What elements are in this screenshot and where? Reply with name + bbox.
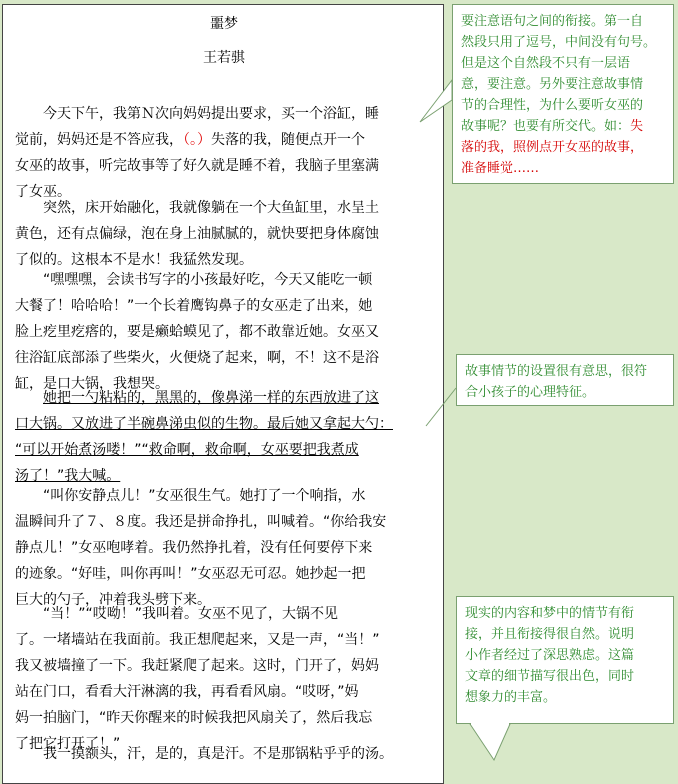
paragraph-4-underlined [15,385,435,489]
comment-line: 现实的内容和梦中的情节有衔 [465,606,635,621]
paragraph-line: 今天下午，我第Ｎ次向妈妈提出要求，买一个浴缸，睡 [43,106,379,122]
inserted-punctuation: （。） [183,132,211,148]
comment-line: 意，要注意。另外要注意故事情 [461,77,644,92]
paragraph-line: 汤了！”我大喊。 [15,468,121,484]
paragraph-line: 的迹象。“好哇，叫你再叫！”女巫忍无可忍。她抄起一把 [15,566,366,582]
review-comment-2 [456,354,674,406]
paragraph-line: 了似的。这根本不是水！我猛然发现。 [15,252,253,268]
paragraph-line: 我一摸额头，汗，是的，真是汗。不是那锅粘乎乎的汤。 [43,746,393,762]
paragraph-line: “可以开始煮汤喽！”“救命啊，救命啊，女巫要把我煮成 [15,442,359,458]
comment-line: 但是这个自然段不只有一层语 [461,56,631,71]
text-segment: 觉前，妈妈还是不答应我， [15,132,183,148]
comment-example-text: 准备睡觉…… [461,161,540,176]
comment-example-text: 失 [630,119,644,134]
comment-line: 小作者经过了深思熟虑。这篇 [465,648,635,663]
paragraph-line: 缸，是口大锅，我想哭。 [15,376,169,392]
paragraph-line: 了把它打开了！” [15,736,121,752]
comment-line: 合小孩子的心理特征。 [465,385,596,400]
document-page [2,4,444,784]
document-title: 噩梦 [210,16,238,32]
paragraph-line: 往浴缸底部添了些柴火，火便烧了起来，啊，不！这不是浴 [15,350,379,366]
paragraph-line: 静点儿！”女巫咆哮着。我仍然挣扎着，没有任何要停下来 [15,540,373,556]
comment-example-text: 落的我，照例点开女巫的故事， [461,140,644,155]
paragraph-line: 脸上疙里疙瘩的，要是癞蛤蟆见了，都不敢靠近她。女巫又 [15,324,379,340]
paragraph-line: 了女巫。 [15,184,71,200]
paragraph-3 [15,267,435,397]
comment-line: 要注意语句之间的衔接。第一自 [461,14,644,29]
comment-line [461,116,665,137]
paragraph-7 [15,741,435,767]
paragraph-line [15,127,435,153]
paragraph-line: 巨大的勺子，冲着我头劈下来。 [15,592,211,608]
comment-line: 故事情节的设置很有意思，很符 [465,364,648,379]
paragraph-line: 温瞬间升了７、８度。我还是拼命挣扎，叫喊着。“你给我安 [15,514,387,530]
text-segment: 失落的我，随便点开一个 [211,132,365,148]
paragraph-line: 站在门口，看看大汗淋漓的我，再看看风扇。“哎呀，”妈 [15,684,359,700]
comment-line: 文章的细节描写很出色，同时 [465,669,635,684]
paragraph-line: 我又被墙撞了一下。我赶紧爬了起来。这时，门开了，妈妈 [15,658,379,674]
comment-line: 然段只用了逗号，中间没有句号。 [461,35,657,50]
paragraph-2 [15,195,435,273]
paragraph-line: 大餐了！哈哈哈！”一个长着鹰钩鼻子的女巫走了出来，她 [15,298,373,314]
review-comment-3 [456,596,674,724]
paragraph-line: “当！”“哎呦！”我叫着。女巫不见了，大锅不见 [43,606,339,622]
paragraph-line: 黄色，还有点偏绿，泡在身上油腻腻的，就快要把身体腐蚀 [15,226,379,242]
comment-line: 节的合理性，为什么要听女巫的 [461,98,644,113]
review-comment-1 [452,4,674,184]
bubble-tail-shape [470,724,510,760]
paragraph-5 [15,483,435,613]
paragraph-line: 妈一拍脑门，“昨天你醒来的时候我把风扇关了，然后我忘 [15,710,373,726]
paragraph-line: 突然，床开始融化，我就像躺在一个大鱼缸里，水呈土 [43,200,379,216]
paragraph-6 [15,601,435,757]
paragraph-line: “叫你安静点儿！”女巫很生气。她打了一个响指，水 [43,488,366,504]
paragraph-line: “嘿嘿嘿，会读书写字的小孩最好吃，今天又能吃一顿 [43,272,373,288]
comment-line: 接，并且衔接得很自然。说明 [465,627,635,642]
paragraph-line: 口大锅。又放进了半碗鼻涕虫似的生物。最后她又拿起大勺： [15,416,393,432]
comment-line: 想象力的丰富。 [465,690,557,705]
paragraph-1 [15,101,435,205]
paragraph-line: 她把一勺粘粘的，黑黑的，像鼻涕一样的东西放进了这 [43,390,379,406]
comment-text-segment: 故事呢？也要有所交代。如： [461,119,631,134]
paragraph-line: 了。一堵墙站在我面前。我正想爬起来，又是一声，“当！” [15,632,380,648]
document-author: 王若骐 [203,50,245,66]
paragraph-line: 女巫的故事，听完故事等了好久就是睡不着，我脑子里塞满 [15,158,379,174]
